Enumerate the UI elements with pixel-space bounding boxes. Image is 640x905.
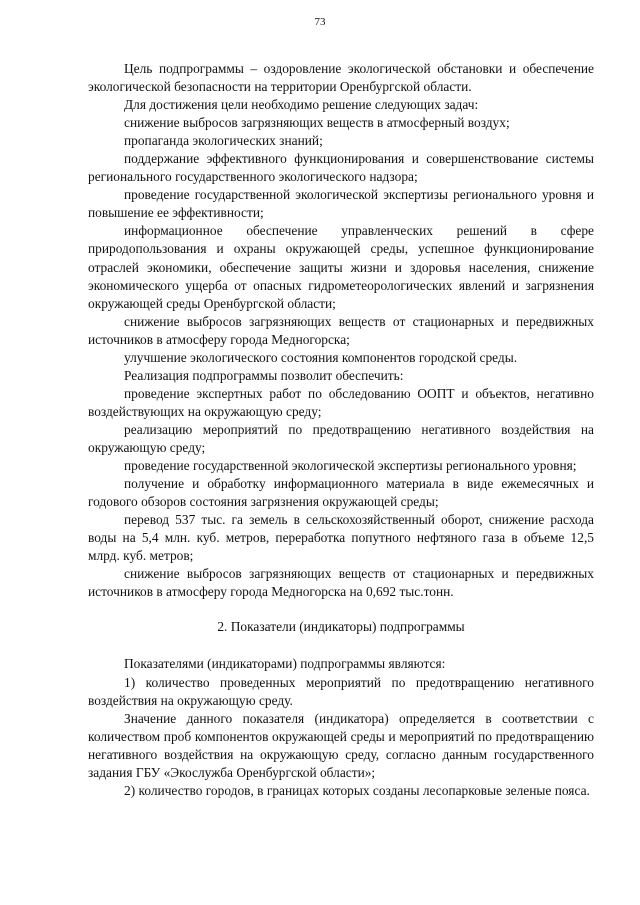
paragraph: поддержание эффективного функционирования и совершенствование системы регионального государственного экологического надзора;	[88, 151, 594, 185]
paragraph: проведение государственной экологической экспертизы регионального уровня и повышение ее эффективности;	[88, 187, 594, 221]
paragraph: 1) количество проведенных мероприятий по предотвращению негативного воздействия на окружающую среду.	[88, 674, 594, 708]
paragraph: Для достижения цели необходимо решение следующих задач:	[124, 97, 479, 113]
paragraph: информационное обеспечение управленческих решений в сфере природопользования и охраны окружающей среды, успешное функционирование отраслей экономики, обеспечение защиты жизни и здоровья населения, снижение экономического ущерба от опасных гидрометеорологических явлений и загрязнения окружающей среды Оренбургской области;	[88, 223, 594, 311]
paragraph: проведение экспертных работ по обследованию ООПТ и объектов, негативно воздействующих на окружающую среду;	[88, 385, 594, 419]
paragraph: пропаганда экологических знаний;	[124, 133, 323, 149]
paragraph: Цель подпрограммы – оздоровление экологической обстановки и обеспечение экологической безопасности на территории Оренбургской области.	[88, 61, 594, 95]
paragraph: реализацию мероприятий по предотвращению негативного воздействия на окружающую среду;	[88, 421, 594, 455]
paragraph: получение и обработку информационного материала в виде ежемесячных и годового обзоров состояния загрязнения окружающей среды;	[88, 476, 594, 510]
paragraph: Значение данного показателя (индикатора) определяется в соответствии с количеством проб компонентов окружающей среды и мероприятий по предотвращению негативного воздействия на окружающую среду, согласно данным государственного задания ГБУ «Экослужба Оренбургской области»;	[88, 710, 594, 780]
paragraph: 2) количество городов, в границах которых созданы лесопарковые зеленые пояса.	[124, 782, 590, 798]
paragraph: Реализация подпрограммы позволит обеспечить:	[124, 367, 404, 383]
paragraph: снижение выбросов загрязняющих веществ от стационарных и передвижных источников в атмосферу города Медногорска на 0,692 тыс.тонн.	[88, 566, 594, 600]
paragraph: снижение выбросов загрязняющих веществ в атмосферный воздух;	[124, 115, 510, 131]
page-number: 73	[314, 16, 326, 28]
paragraph: проведение государственной экологической экспертизы регионального уровня;	[124, 458, 577, 474]
paragraph: перевод 537 тыс. га земель в сельскохозяйственный оборот, снижение расхода воды на 5,4 млн. куб. метров, переработка попутного нефтяного газа в объеме 12,5 млрд. куб. метров;	[88, 512, 594, 564]
document-body	[88, 60, 594, 800]
paragraph: Показателями (индикаторами) подпрограммы являются:	[124, 656, 446, 672]
paragraph: улучшение экологического состояния компонентов городской среды.	[124, 349, 518, 365]
section-heading: 2. Показатели (индикаторы) подпрограммы	[217, 619, 465, 635]
paragraph: снижение выбросов загрязняющих веществ от стационарных и передвижных источников в атмосферу города Медногорска;	[88, 313, 594, 347]
